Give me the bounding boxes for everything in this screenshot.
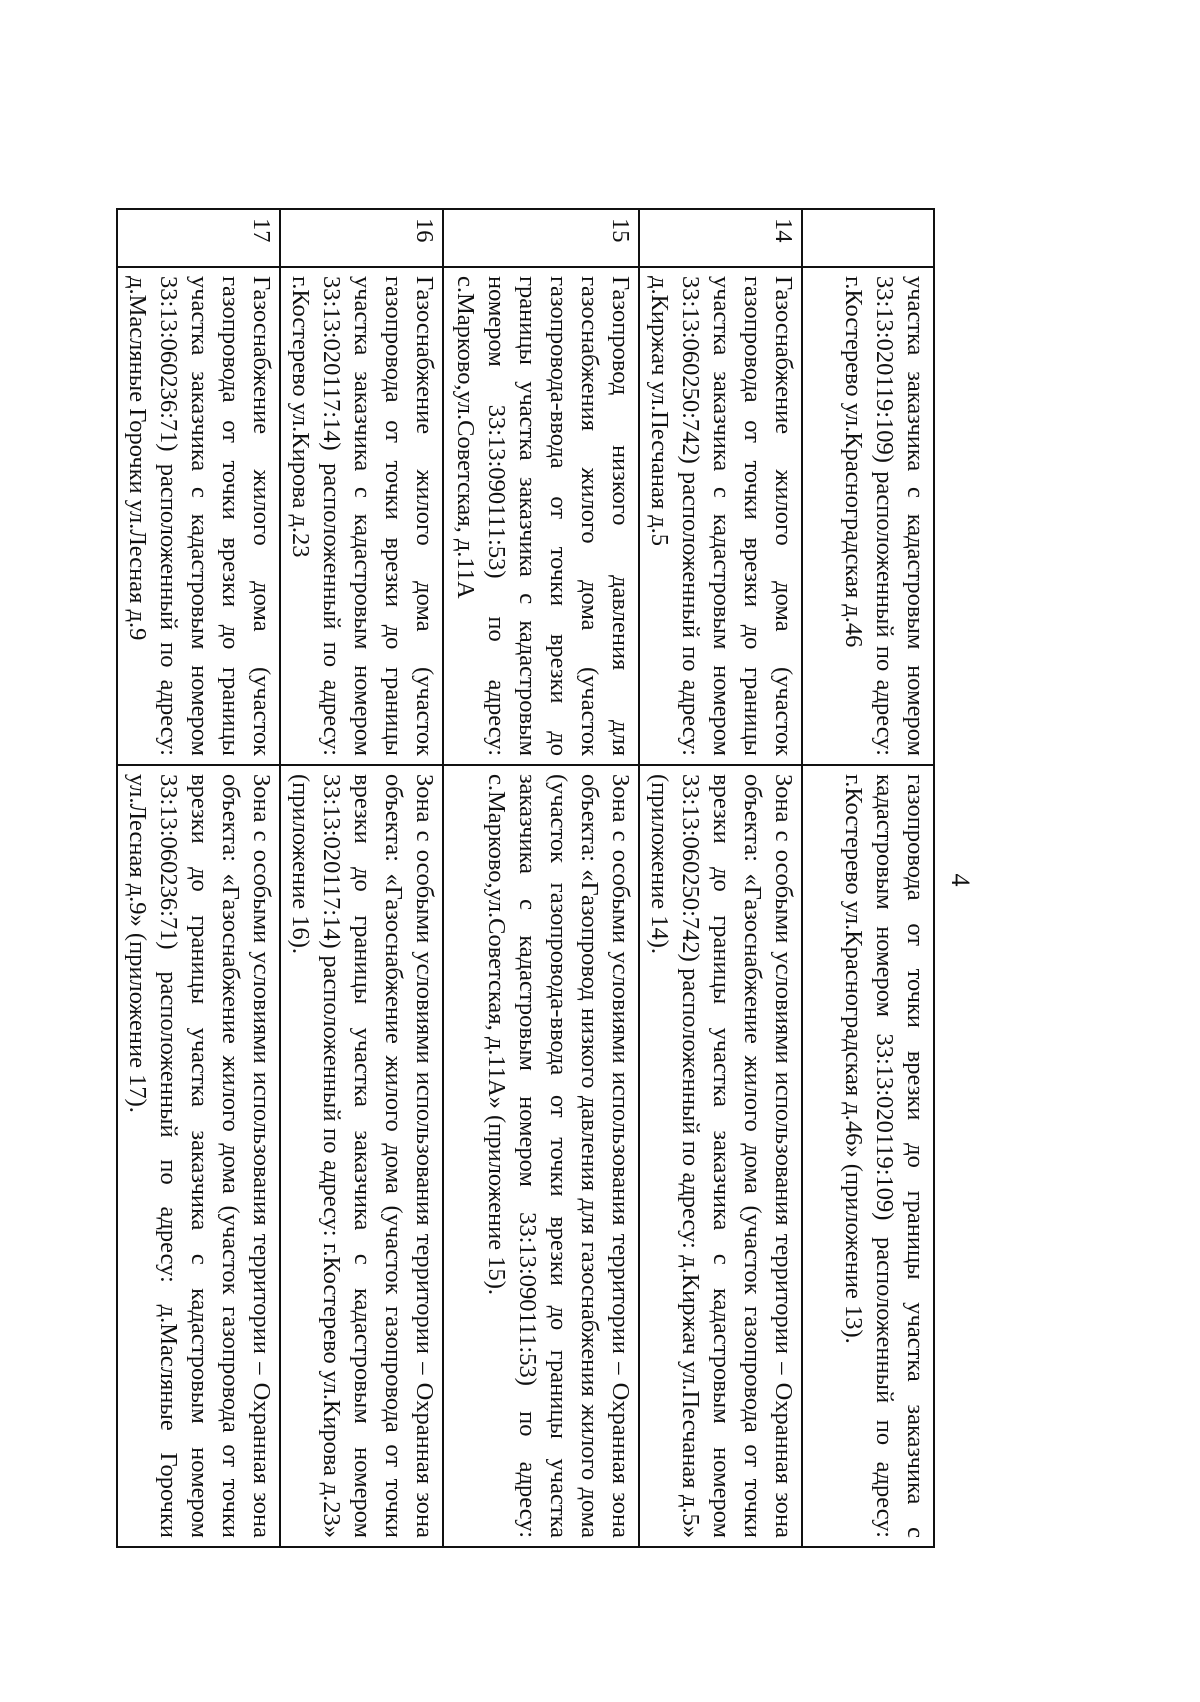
zone-description-cell — [280, 765, 443, 1547]
zone-description-cell — [802, 765, 934, 1547]
table-row — [280, 209, 443, 1547]
zone-description-cell — [639, 765, 802, 1547]
table-row — [443, 209, 639, 1547]
rotated-document-page — [124, 180, 975, 1580]
row-number: 15 — [443, 209, 639, 267]
object-name-cell — [639, 267, 802, 765]
zone-description: Зона с особыми условиями использования территории – Охранная зона объекта: «Газоснабжение жилого дома (участок газопровода от точки врезки до границы участка заказчика с кадастровым номером 33:13:020117:14) расположенный по адресу: г.Костерево ул.Кирова д.23» (приложение 16). — [287, 774, 438, 1538]
zone-description-cell — [117, 765, 280, 1547]
zone-description: Зона с особыми условиями использования территории – Охранная зона объекта: «Газоснабжение жилого дома (участок газопровода от точки врезки до границы участка заказчика с кадастровым номером 33:13:060236:71) расположенный по адресу: д.Масляные Горочки ул.Лесная д.9» (приложение 17). — [124, 774, 275, 1538]
zone-description: Зона с особыми условиями использования территории – Охранная зона объекта: «Газоснабжение жилого дома (участок газопровода от точки врезки до границы участка заказчика с кадастровым номером 33:13:060250:742) расположенный по адресу: д.Киржач ул.Песчаная д.5» (приложение 14). — [646, 774, 797, 1538]
object-name-cell — [443, 267, 639, 765]
row-number — [802, 209, 934, 267]
object-name: Газоснабжение жилого дома (участок газопровода от точки врезки до границы участка заказчика с кадастровым номером 33:13:060250:742) расположенный по адресу: д.Киржач ул.Песчаная д.5 — [646, 276, 797, 756]
object-name: Газоснабжение жилого дома (участок газопровода от точки врезки до границы участка заказчика с кадастровым номером 33:13:060236:71) расположенный по адресу: д.Масляные Горочки ул.Лесная д.9 — [124, 276, 275, 756]
zone-description: газопровода от точки врезки до границы участка заказчика с кадастровым номером 33:13:020119:109) расположенный по адресу: г.Костерево ул.Красноградская д.46» (приложение 13). — [840, 774, 929, 1538]
row-number: 17 — [117, 209, 280, 267]
zone-description-cell — [443, 765, 639, 1547]
object-name-cell — [117, 267, 280, 765]
table-row — [802, 209, 934, 1547]
object-name: участка заказчика с кадастровым номером 33:13:020119:109) расположенный по адресу: г.Костерево ул.Красноградская д.46 — [840, 276, 929, 756]
page-number: 4 — [946, 873, 975, 887]
object-name: Газопровод низкого давления для газоснабжения жилого дома (участок газопровода-ввода от точки врезки до границы участка заказчика с кадастровым номером 33:13:090111:53) по адресу: с.Марково,ул.Советская, д.11А — [452, 276, 634, 756]
zone-description: Зона с особыми условиями использования территории – Охранная зона объекта: «Газопровод низкого давления для газоснабжения жилого дома (участок газопровода-ввода от точки врезки до границы участка заказчика с кадастровым номером 33:13:090111:53) по адресу: с.Марково,ул.Советская, д.11А» (приложение 15). — [483, 774, 634, 1538]
row-number: 14 — [639, 209, 802, 267]
object-name: Газоснабжение жилого дома (участок газопровода от точки врезки до границы участка заказчика с кадастровым номером 33:13:020117:14) расположенный по адресу: г.Костерево ул.Кирова д.23 — [287, 276, 438, 756]
object-name-cell — [802, 267, 934, 765]
object-name-cell — [280, 267, 443, 765]
registry-table — [116, 208, 935, 1548]
table-row — [117, 209, 280, 1547]
table-row — [639, 209, 802, 1547]
row-number: 16 — [280, 209, 443, 267]
